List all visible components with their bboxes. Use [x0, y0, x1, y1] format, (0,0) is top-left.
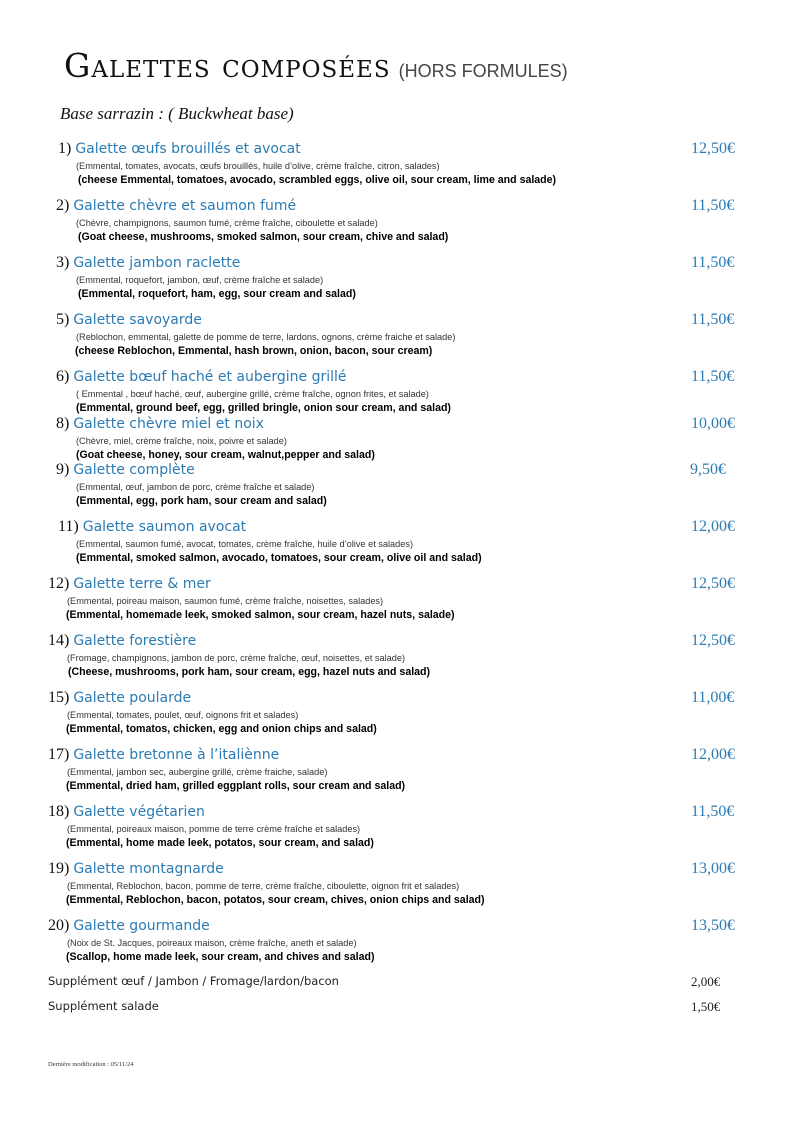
item-description-en: (Emmental, home made leek, potatos, sour cream, and salad) [66, 837, 374, 849]
base-note: Base sarrazin : ( Buckwheat base) [60, 104, 294, 123]
item-description-en: (Emmental, roquefort, ham, egg, sour cream and salad) [78, 288, 356, 300]
item-name: Galette forestière [73, 633, 197, 649]
menu-item [56, 461, 756, 509]
item-price: 13,50€ [691, 917, 735, 934]
item-description-fr: ( Emmental , bœuf haché, œuf, aubergine grillé, crème fraîche, ognon frites, et salade) [76, 389, 429, 399]
item-number: 18) [48, 803, 70, 820]
item-description-fr: (Noix de St. Jacques, poireaux maison, crème fraîche, aneth et salade) [67, 938, 357, 948]
page-title [64, 46, 568, 85]
item-price: 11,50€ [691, 803, 735, 820]
item-number: 15) [48, 689, 70, 706]
menu-item [56, 415, 756, 463]
item-description-fr: (Fromage, champignons, jambon de porc, crème fraîche, œuf, noisettes, et salade) [67, 653, 406, 663]
item-price: 9,50€ [690, 461, 726, 478]
item-description-en: (Emmental, smoked salmon, avocado, tomatoes, sour cream, olive oil and salad) [76, 552, 482, 564]
item-description-en: (Emmental, ground beef, egg, grilled bringle, onion sour cream, and salad) [76, 402, 451, 414]
item-name: Galette poularde [73, 690, 192, 706]
item-description-en: (Cheese, mushrooms, pork ham, sour cream, egg, hazel nuts and salad) [68, 666, 431, 678]
item-price: 12,50€ [691, 632, 735, 649]
item-price: 13,00€ [691, 860, 735, 877]
item-description-en: (Emmental, Reblochon, bacon, potatos, sour cream, chives, onion chips and salad) [66, 894, 485, 906]
item-number: 19) [48, 860, 70, 877]
item-name: Galette saumon avocat [82, 519, 247, 535]
item-description-fr: (Chèvre, champignons, saumon fumé, crème fraîche, ciboulette et salade) [76, 218, 378, 228]
item-description-fr: (Emmental, Reblochon, bacon, pomme de terre, crème fraîche, ciboulette, oignon frit et salades) [67, 881, 460, 891]
menu-item [48, 632, 748, 680]
item-number: 11) [58, 518, 79, 535]
item-description-en: (Scallop, home made leek, sour cream, and chives and salad) [66, 951, 375, 963]
last-modified-note: Dernière modification : 05/11/24 [48, 1061, 134, 1068]
item-description-fr: (Emmental, saumon fumé, avocat, tomates, crème fraîche, huile d’olive et salades) [76, 539, 414, 549]
item-price: 12,00€ [691, 746, 735, 763]
menu-item [56, 197, 756, 245]
item-price: 12,50€ [691, 575, 735, 592]
item-description-en: (cheese Emmental, tomatoes, avocado, scrambled eggs, olive oil, sour cream, lime and salade) [78, 174, 557, 186]
item-number: 17) [48, 746, 70, 763]
item-name: Galette complète [73, 462, 195, 478]
item-name: Galette gourmande [73, 918, 210, 934]
item-description-fr: (Emmental, tomates, poulet, œuf, oignons frit et salades) [67, 710, 299, 720]
item-price: 11,00€ [691, 689, 735, 706]
item-description-en: (Emmental, egg, pork ham, sour cream and salad) [76, 495, 327, 507]
item-description-en: (Goat cheese, mushrooms, smoked salmon, sour cream, chive and salad) [78, 231, 449, 243]
item-number: 2) [56, 197, 70, 214]
item-price: 10,00€ [691, 415, 735, 432]
item-number: 14) [48, 632, 70, 649]
item-number: 3) [56, 254, 70, 271]
item-name: Galette chèvre et saumon fumé [73, 198, 297, 214]
item-name: Galette montagnarde [73, 861, 224, 877]
menu-item [48, 746, 748, 794]
menu-item [56, 254, 756, 302]
menu-item [56, 311, 756, 359]
item-name: Galette jambon raclette [73, 255, 241, 271]
item-number: 12) [48, 575, 70, 592]
item-name: Galette bœuf haché et aubergine grillé [73, 369, 347, 385]
item-number: 5) [56, 311, 70, 328]
item-number: 6) [56, 368, 70, 385]
title-main: Galettes composées [64, 46, 391, 85]
supplement-price: 2,00€ [691, 974, 721, 989]
menu-item [48, 689, 748, 737]
menu-item [48, 860, 748, 908]
item-description-fr: (Emmental, tomates, avocats, œufs brouillés, huile d’olive, crème fraîche, citron, salades) [76, 161, 440, 171]
menu-item [58, 140, 758, 188]
item-price: 11,50€ [691, 197, 735, 214]
supplement-row [48, 999, 728, 1019]
item-description-fr: (Emmental, poireau maison, saumon fumé, crème fraîche, noisettes, salades) [67, 596, 384, 606]
menu-item [48, 575, 748, 623]
supplement-price: 1,50€ [691, 999, 721, 1014]
item-name: Galette chèvre miel et noix [73, 416, 264, 432]
item-description-fr: (Emmental, poireaux maison, pomme de terre crème fraîche et salades) [67, 824, 361, 834]
item-description-fr: (Chèvre, miel, crème fraîche, noix, poivre et salade) [76, 436, 287, 446]
menu-item [48, 803, 748, 851]
item-description-en: (cheese Reblochon, Emmental, hash brown, onion, bacon, sour cream) [75, 345, 433, 357]
menu-item [56, 368, 756, 416]
supplement-label: Supplément salade [48, 999, 159, 1013]
item-price: 11,50€ [691, 311, 735, 328]
item-price: 11,50€ [691, 368, 735, 385]
item-description-fr: (Emmental, roquefort, jambon, œuf, crème fraîche et salade) [76, 275, 324, 285]
item-number: 9) [56, 461, 70, 478]
item-description-fr: (Emmental, œuf, jambon de porc, crème fraîche et salade) [76, 482, 315, 492]
item-description-en: (Emmental, tomatos, chicken, egg and onion chips and salad) [66, 723, 377, 735]
item-description-en: (Emmental, dried ham, grilled eggplant rolls, sour cream and salad) [66, 780, 406, 792]
item-name: Galette végétarien [73, 804, 205, 820]
menu-item [58, 518, 758, 566]
item-price: 11,50€ [691, 254, 735, 271]
item-name: Galette savoyarde [73, 312, 202, 328]
item-name: Galette bretonne à l’italiènne [73, 747, 280, 763]
item-name: Galette œufs brouillés et avocat [75, 141, 301, 157]
item-number: 8) [56, 415, 70, 432]
item-price: 12,00€ [691, 518, 735, 535]
item-description-en: (Emmental, homemade leek, smoked salmon, sour cream, hazel nuts, salade) [66, 609, 455, 621]
supplement-label: Supplément œuf / Jambon / Fromage/lardon/bacon [48, 974, 339, 988]
item-name: Galette terre & mer [73, 576, 211, 592]
item-description-en: (Goat cheese, honey, sour cream, walnut,pepper and salad) [76, 449, 375, 461]
item-description-fr: (Reblochon, emmental, galette de pomme de terre, lardons, ognons, crème fraiche et salade) [76, 332, 456, 342]
item-number: 20) [48, 917, 70, 934]
title-subtitle: (HORS FORMULES) [398, 61, 568, 81]
supplement-row [48, 974, 728, 994]
item-number: 1) [58, 140, 72, 157]
menu-item [48, 917, 748, 965]
item-description-fr: (Emmental, jambon sec, aubergine grillé, crème fraiche, salade) [67, 767, 328, 777]
item-price: 12,50€ [691, 140, 735, 157]
